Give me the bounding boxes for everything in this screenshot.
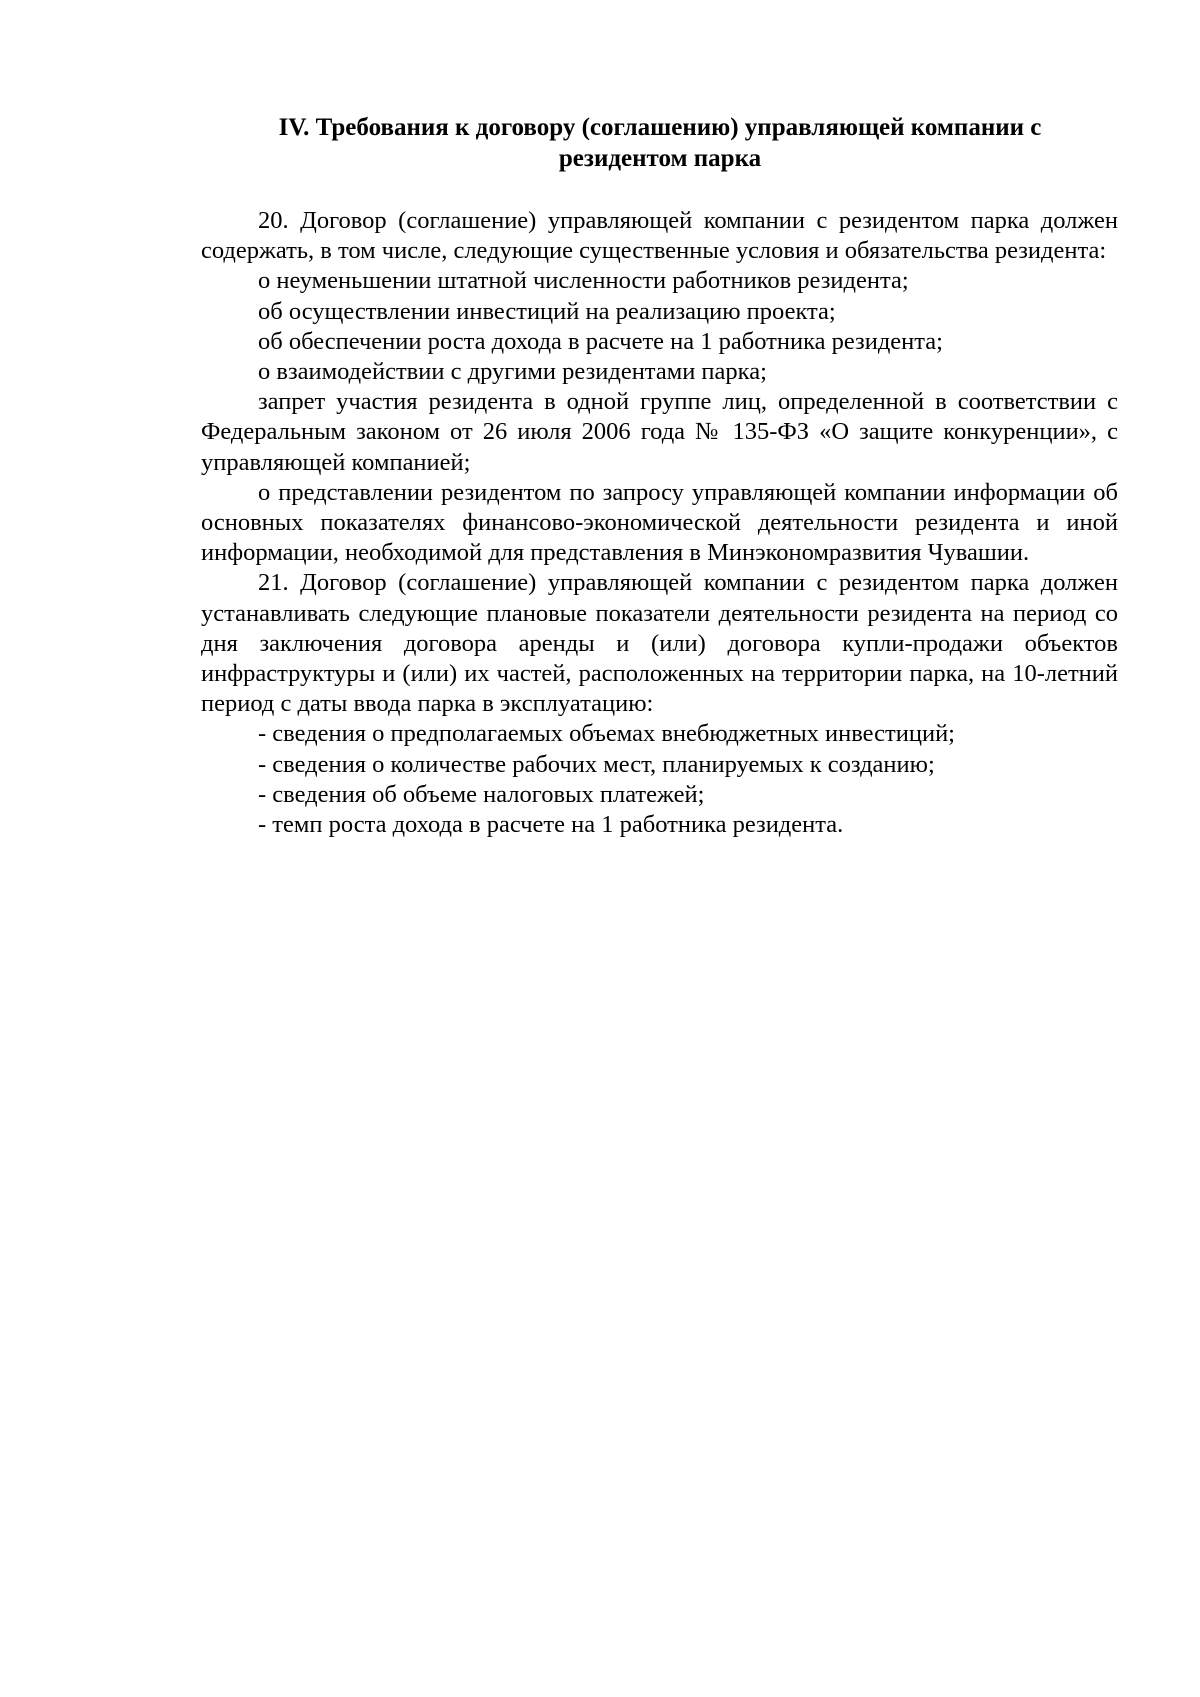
condition-interaction: о взаимодействии с другими резидентами парка; — [258, 358, 767, 386]
indicator-taxes: - сведения об объеме налоговых платежей; — [258, 780, 705, 808]
section-heading-line-1: IV. Требования к договору (соглашению) управляющей компании с — [278, 114, 1042, 141]
section-heading-line-2: резидентом парка — [558, 145, 762, 172]
document-body — [201, 206, 1118, 840]
condition-investments: об осуществлении инвестиций на реализацию проекта; — [258, 297, 836, 325]
indicator-income-growth: - темп роста дохода в расчете на 1 работника резидента. — [258, 811, 844, 839]
indicator-jobs: - сведения о количестве рабочих мест, планируемых к созданию; — [258, 750, 935, 778]
section-heading — [200, 112, 1120, 174]
indicator-investments: - сведения о предполагаемых объемах внебюджетных инвестиций; — [258, 720, 955, 748]
condition-income-growth: об обеспечении роста дохода в расчете на 1 работника резидента; — [258, 327, 943, 355]
condition-information: о представлении резидентом по запросу управляющей компании информации об основных показателях финансово-экономической деятельности резидента и иной информации, необходимой для представления в Минэкономразвития Чувашии. — [201, 478, 1118, 567]
paragraph-20: 20. Договор (соглашение) управляющей компании с резидентом парка должен содержать, в том числе, следующие существенные условия и обязательства резидента: — [201, 207, 1118, 265]
condition-group-ban: запрет участия резидента в одной группе лиц, определенной в соответствии с Федеральным законом от 26 июля 2006 года № 135-ФЗ «О защите конкуренции», с управляющей компанией; — [201, 388, 1118, 476]
condition-staff-size: о неуменьшении штатной численности работников резидента; — [258, 267, 909, 295]
paragraph-21: 21. Договор (соглашение) управляющей компании с резидентом парка должен устанавливать следующие плановые показатели деятельности резидента на период со дня заключения договора аренды и (или) договора купли-продажи объектов инфраструктуры и (или) их частей, расположенных на территории парка, на 10-летний период с даты ввода парка в эксплуатацию: — [201, 569, 1118, 718]
